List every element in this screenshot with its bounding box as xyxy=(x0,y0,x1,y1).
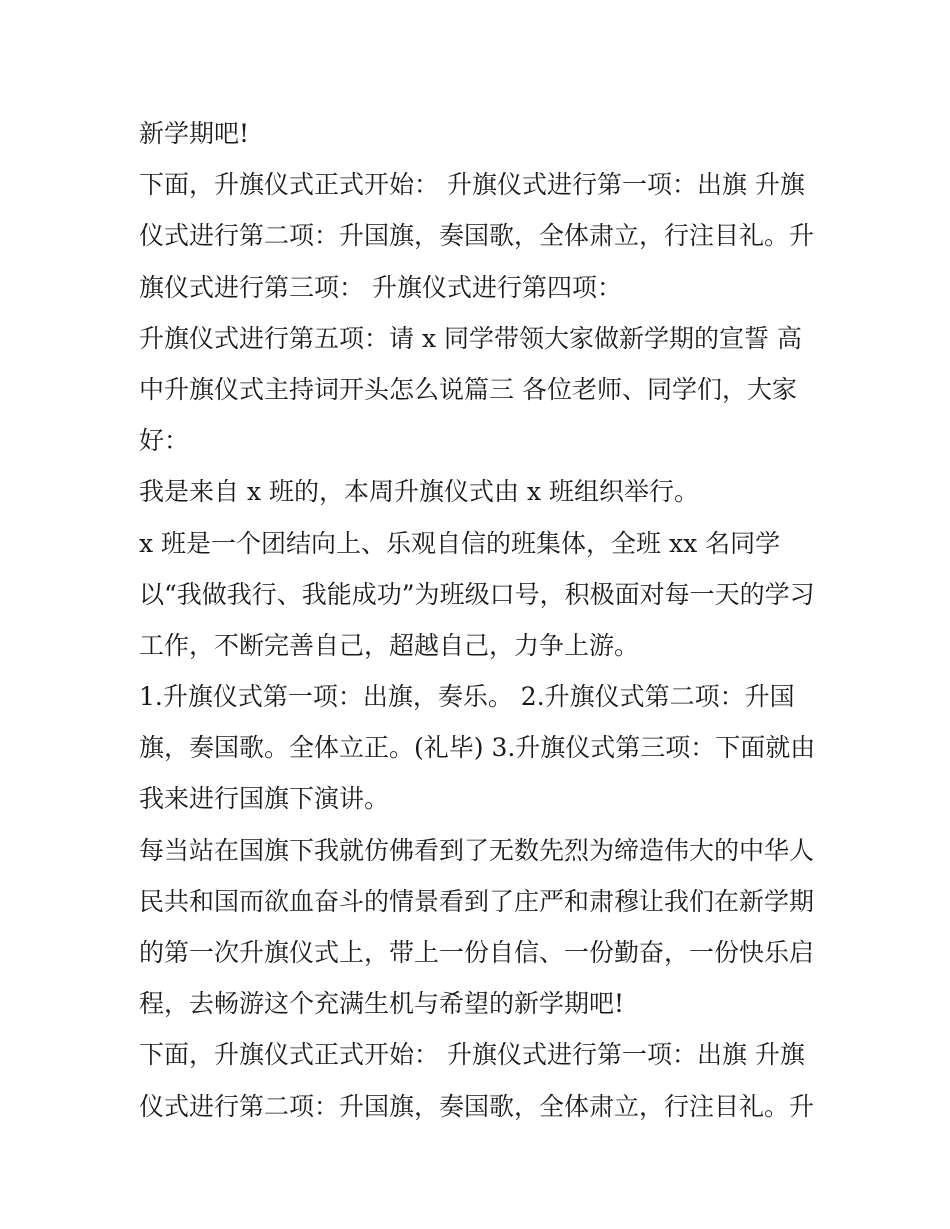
text-line: 升旗仪式进行第五项：请 x 同学带领大家做新学期的宣誓 高 xyxy=(139,323,802,353)
text-line: 旗仪式进行第三项： 升旗仪式进行第四项： xyxy=(139,272,622,302)
text-line: 旗，奏国歌。全体立正。(礼毕) 3.升旗仪式第三项：下面就由 xyxy=(139,733,816,763)
text-line: 仪式进行第二项：升国旗，奏国歌，全体肃立，行注目礼。升 xyxy=(139,1091,815,1121)
text-line: 中升旗仪式主持词开头怎么说篇三 各位老师、同学们，大家 xyxy=(139,374,797,404)
text-line: 的第一次升旗仪式上，带上一份自信、一份勤奋，一份快乐启 xyxy=(139,938,815,967)
text-line: 好： xyxy=(139,426,190,456)
text-line: 仪式进行第二项：升国旗，奏国歌，全体肃立，行注目礼。升 xyxy=(139,221,815,251)
text-line: 民共和国而欲血奋斗的情景看到了庄严和肃穆让我们在新学期 xyxy=(139,886,815,916)
text-line: 下面，升旗仪式正式开始： 升旗仪式进行第一项：出旗 升旗 xyxy=(139,170,805,200)
text-line: 我是来自 x 班的，本周升旗仪式由 x 班组织举行。 xyxy=(139,477,699,507)
text-line: 新学期吧! xyxy=(139,119,250,148)
text-line: 工作，不断完善自己，超越自己，力争上游。 xyxy=(139,630,640,660)
text-line: 下面，升旗仪式正式开始： 升旗仪式进行第一项：出旗 升旗 xyxy=(139,1040,805,1070)
text-line: 我来进行国旗下演讲。 xyxy=(139,784,390,814)
text-line: 程，去畅游这个充满生机与希望的新学期吧! xyxy=(139,989,625,1019)
text-line: 每当站在国旗下我就仿佛看到了无数先烈为缔造伟大的中华人 xyxy=(139,835,815,865)
text-line: x 班是一个团结向上、乐观自信的班集体，全班 xx 名同学 xyxy=(139,528,781,558)
text-line: 1.升旗仪式第一项：出旗，奏乐。 2.升旗仪式第二项：升国 xyxy=(139,682,795,712)
document-body xyxy=(139,108,819,1132)
text-line: 以“我做我行、我能成功”为班级口号，积极面对每一天的学习 xyxy=(139,579,815,609)
